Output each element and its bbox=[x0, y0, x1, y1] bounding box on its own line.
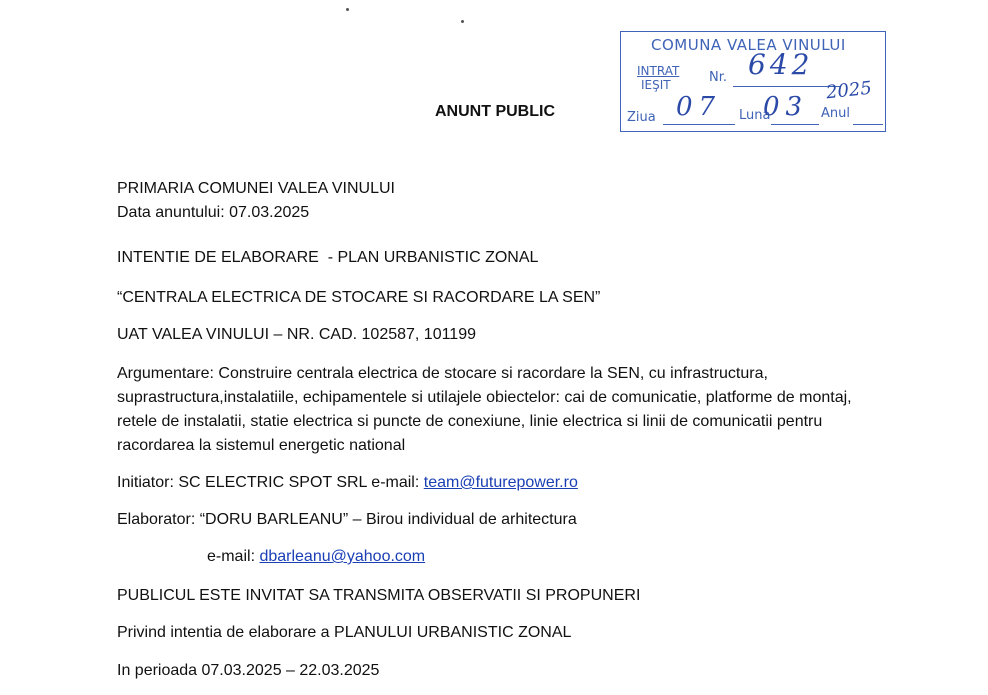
announcement-date: Data anuntului: 07.03.2025 bbox=[117, 204, 310, 221]
scan-speck bbox=[346, 8, 349, 11]
stamp-ziua-line bbox=[663, 124, 735, 125]
elaborator-email-link[interactable]: dbarleanu@yahoo.com bbox=[259, 548, 426, 565]
initiator-line bbox=[117, 471, 578, 495]
stamp-anul-line bbox=[853, 124, 883, 125]
elaborator-line: Elaborator: “DORU BARLEANU” – Birou individual de arhitectura bbox=[117, 511, 577, 528]
regarding-line: Privind intentia de elaborare a PLANULUI URBANISTIC ZONAL bbox=[117, 624, 572, 641]
initiator-text: Initiator: SC ELECTRIC SPOT SRL e-mail: bbox=[117, 474, 424, 491]
scan-speck bbox=[461, 20, 464, 23]
argumentation-paragraph: Argumentare: Construire centrala electrica de stocare si racordare la SEN, cu infrastructura, suprastructura,instalatiile, echipamentele si utilajele obiectelor: cai de comunicatie, platforme de montaj, retele de instalatii, statie electrica si puncte de conexiune, linie electrica si linii de comunicatii pentru racordarea la sistemul energetic national bbox=[117, 365, 852, 454]
initiator-email-link[interactable]: team@futurepower.ro bbox=[423, 474, 578, 491]
issuer: PRIMARIA COMUNEI VALEA VINULUI bbox=[117, 180, 395, 197]
elaborator-email-prefix: e-mail: bbox=[207, 548, 260, 565]
intent-heading: INTENTIE DE ELABORARE - PLAN URBANISTIC ZONAL bbox=[117, 249, 539, 266]
elaborator-email-line bbox=[207, 545, 425, 569]
stamp-iesit-label: IEŞIT bbox=[641, 78, 671, 92]
stamp-ziua-handwritten: 07 bbox=[676, 92, 722, 122]
public-invitation: PUBLICUL ESTE INVITAT SA TRANSMITA OBSERVATII SI PROPUNERI bbox=[117, 587, 641, 604]
stamp-luna-line bbox=[771, 124, 819, 125]
project-name: “CENTRALA ELECTRICA DE STOCARE SI RACORDARE LA SEN” bbox=[117, 289, 601, 306]
stamp-ziua-label: Ziua bbox=[627, 110, 656, 125]
stamp-luna-handwritten: 03 bbox=[763, 92, 809, 122]
uat-cadastral: UAT VALEA VINULUI – NR. CAD. 102587, 101199 bbox=[117, 326, 476, 343]
stamp-luna-label: Luna bbox=[739, 108, 771, 123]
stamp-anul-label: Anul bbox=[821, 106, 850, 121]
stamp-institution: COMUNA VALEA VINULUI bbox=[651, 36, 846, 54]
stamp-nr-label: Nr. bbox=[709, 70, 728, 85]
page-title: ANUNT PUBLIC bbox=[435, 103, 555, 120]
stamp-intrat-label: INTRAT bbox=[637, 64, 680, 78]
stamp-nr-handwritten: 642 bbox=[748, 48, 814, 81]
period-line: In perioada 07.03.2025 – 22.03.2025 bbox=[117, 662, 380, 679]
stamp-anul-handwritten: 2025 bbox=[825, 77, 873, 104]
